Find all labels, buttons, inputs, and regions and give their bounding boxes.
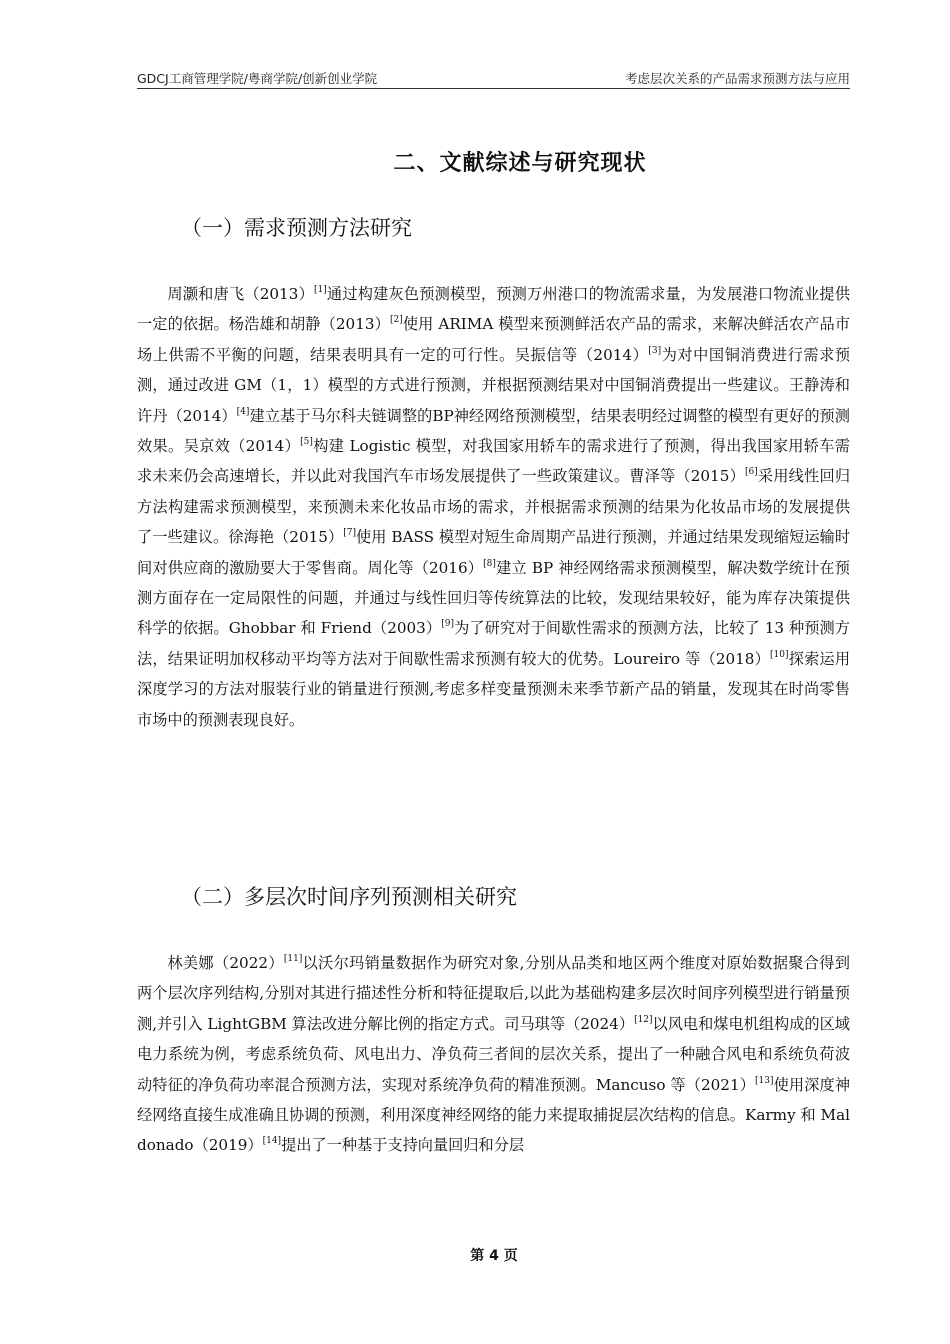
- section-heading-hierarchical-forecasting: （二）多层次时间序列预测相关研究: [181, 885, 517, 909]
- paragraph-text: 提出了一种基于支持向量回归和分层: [281, 1136, 525, 1155]
- running-header-right: 考虑层次关系的产品需求预测方法与应用: [624, 71, 850, 86]
- citation-marker: [8]: [483, 558, 496, 569]
- paragraph-text: 使用 ARIMA 模型来预测鲜活农产品的需求，来解决鲜活农产品市场上供需不平衡的问题，结果表明具有一定的可行性。吴振信等（2014）: [137, 315, 851, 364]
- citation-marker: [3]: [648, 345, 662, 356]
- chapter-title: 二、文献综述与研究现状: [393, 151, 647, 176]
- paragraph-text: 林美娜（2022）: [167, 954, 284, 972]
- paragraph-text: 为对中国铜消费进行需求预测，通过改进 GM（1，1）模型的方式进行预测，并根据预测结果对中国铜消费提出一些建议。王静涛和许丹（2014）: [137, 345, 851, 425]
- citation-marker: [6]: [744, 467, 758, 478]
- paragraph-text: 探索运用深度学习的方法对服装行业的销量进行预测,考虑多样变量预测未来季节新产品的销量，发现其在时尚零售市场中的预测表现良好。: [137, 649, 851, 729]
- header-rule: [137, 88, 850, 89]
- citation-marker: [4]: [236, 406, 250, 417]
- paragraph-text: 通过构建灰色预测模型，预测万州港口的物流需求量，为发展港口物流业提供一定的依据。杨浩雄和胡静（2013）: [137, 285, 851, 334]
- citation-marker: [14]: [262, 1136, 282, 1147]
- paragraph-text: 使用深度神经网络直接生成准确且协调的预测，利用深度神经网络的能力来提取捕捉层次结构的信息。Karmy 和 Maldonado（2019）: [137, 1075, 851, 1155]
- citation-marker: [10]: [770, 649, 789, 660]
- section-heading-demand-forecasting: （一）需求预测方法研究: [181, 216, 412, 240]
- body-paragraph-1: [137, 279, 850, 735]
- paragraph-text: 建立 BP 神经网络需求预测模型，解决数学统计在预测方面存在一定局限性的问题，并通过与线性回归等传统算法的比较，发现结果较好，能为库存决策提供科学的依据。Ghobbar 和 Friend（2003）: [137, 558, 850, 638]
- paragraph-text: 建立基于马尔科夫链调整的BP神经网络预测模型，结果表明经过调整的模型有更好的预测效果。吴京效（2014）: [137, 406, 850, 456]
- citation-marker: [12]: [634, 1014, 653, 1025]
- body-paragraph-2: [137, 948, 850, 1161]
- running-header-left: GDCJ工商管理学院/粤商学院/创新创业学院: [137, 71, 378, 86]
- citation-marker: [11]: [283, 954, 303, 964]
- citation-marker: [2]: [389, 315, 403, 326]
- page-number: 第 4 页: [470, 1248, 518, 1264]
- citation-marker: [5]: [300, 437, 313, 448]
- paragraph-text: 为了研究对于间歇性需求的预测方法，比较了 13 种预测方法，结果证明加权移动平均等方法对于间歇性需求预测有较大的优势。Loureiro 等（2018）: [137, 619, 850, 668]
- paragraph-text: 以风电和煤电机组构成的区域电力系统为例，考虑系统负荷、风电出力、净负荷三者间的层次关系，提出了一种融合风电和系统负荷波动特征的净负荷功率混合预测方法，实现对系统净负荷的精准预测。Mancuso 等（2021）: [137, 1014, 850, 1094]
- citation-marker: [1]: [313, 285, 327, 295]
- paragraph-text: 以沃尔玛销量数据作为研究对象,分别从品类和地区两个维度对原始数据聚合得到两个层次序列结构,分别对其进行描述性分析和特征提取后,以此为基础构建多层次时间序列模型进行销量预测,并引入 LightGBM 算法改进分解比例的指定方式。司马琪等（2024）: [137, 954, 850, 1033]
- paragraph-text: 采用线性回归方法构建需求预测模型，来预测未来化妆品市场的需求，并根据需求预测的结果为化妆品市场的发展提供了一些建议。徐海艳（2015）: [137, 467, 851, 547]
- citation-marker: [13]: [755, 1075, 774, 1086]
- citation-marker: [7]: [343, 528, 356, 539]
- citation-marker: [9]: [441, 619, 454, 630]
- paragraph-text: 使用 BASS 模型对短生命周期产品进行预测，并通过结果发现缩短运输时间对供应商的激励要大于零售商。周化等（2016）: [137, 528, 851, 577]
- paragraph-text: 周灏和唐飞（2013）: [167, 285, 314, 303]
- paragraph-text: 构建 Logistic 模型，对我国家用轿车的需求进行了预测，得出我国家用轿车需求未来仍会高速增长，并以此对我国汽车市场发展提供了一些政策建议。曹泽等（2015）: [137, 437, 850, 486]
